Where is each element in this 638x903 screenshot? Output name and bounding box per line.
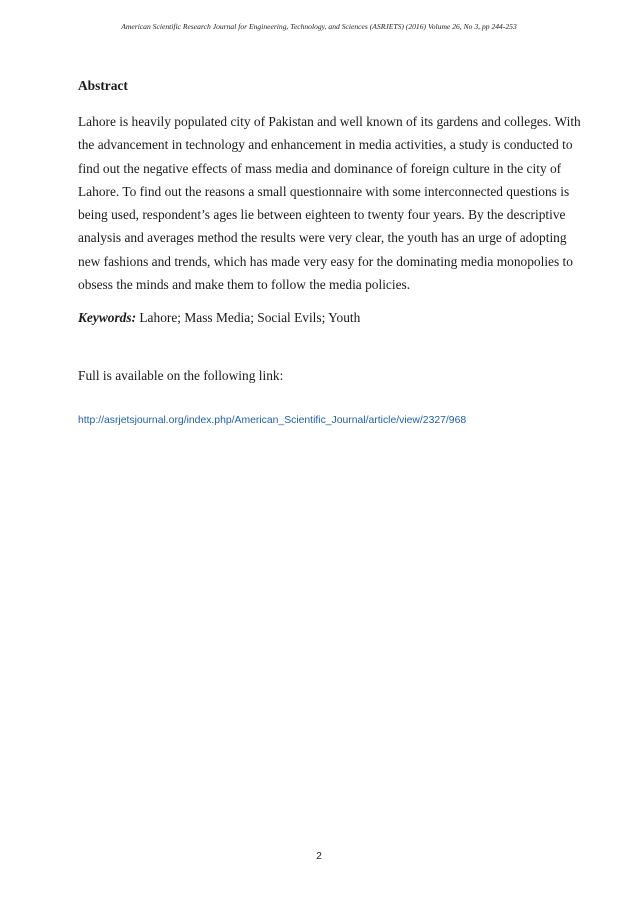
abstract-section bbox=[78, 76, 581, 328]
running-header: American Scientific Research Journal for Engineering, Technology, and Sciences (ASRJETS) (2016) Volume 26, No 3, pp 244-253 bbox=[121, 22, 517, 31]
abstract-line: Lahore is heavily populated city of Pakistan and well known of its gardens and colleges. With bbox=[78, 114, 581, 129]
abstract-heading: Abstract bbox=[78, 78, 128, 93]
abstract-line: obsess the minds and make them to follow the media policies. bbox=[78, 277, 411, 293]
article-link[interactable]: http://asrjetsjournal.org/index.php/American_Scientific_Journal/article/view/2327/968 bbox=[78, 415, 467, 426]
keywords-text: Lahore; Mass Media; Social Evils; Youth bbox=[136, 310, 361, 326]
abstract-line: new fashions and trends, which has made very easy for the dominating media monopolies to bbox=[78, 253, 573, 269]
abstract-line: analysis and averages method the results were very clear, the youth has an urge of adopting bbox=[78, 230, 567, 246]
keywords-label: Keywords: bbox=[78, 310, 137, 326]
abstract-line: the advancement in technology and enhancement in media activities, a study is conducted to bbox=[78, 137, 573, 153]
abstract-line: find out the negative effects of mass media and dominance of foreign culture in the city of bbox=[78, 160, 562, 176]
abstract-line: being used, respondent’s ages lie between eighteen to twenty four years. By the descriptive bbox=[78, 207, 566, 223]
abstract-body bbox=[78, 110, 581, 296]
availability-text: Full is available on the following link: bbox=[78, 368, 284, 383]
keywords-line bbox=[78, 308, 561, 328]
abstract-line: Lahore. To find out the reasons a small questionnaire with some interconnected questions is bbox=[78, 183, 570, 199]
page-number: 2 bbox=[316, 851, 322, 862]
